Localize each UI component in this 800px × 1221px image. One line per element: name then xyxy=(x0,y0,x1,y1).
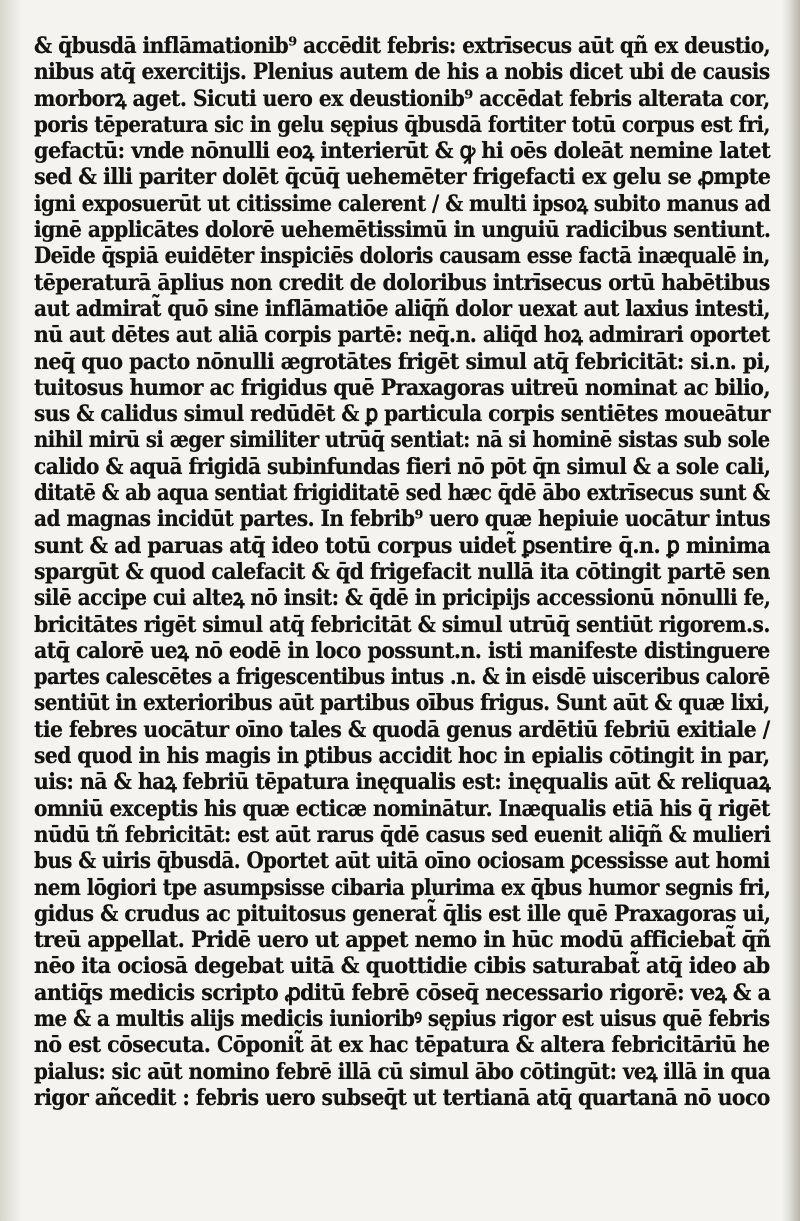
text-line: poris tēperatura sic in gelu sępius q̄busdā fortiter totū corpus est fri, xyxy=(34,111,770,138)
text-line: sus & calidus simul redūdēt & ꝑ particula corpis sentiētes moueātur xyxy=(34,401,770,428)
text-line: igni exposuerūt ut citissime calerent / & multi ipsoꝝ subito manus ad xyxy=(34,190,771,217)
text-line: ditatē & ab aqua sentiat frigiditatē sed hæc q̄dē ābo extrīsecus sunt & xyxy=(34,480,770,507)
text-line: sentiūt in exterioribus aūt partibus oībus frigus. Sunt aūt & quæ lixi, xyxy=(34,690,770,717)
text-line: omniū exceptis his quæ ecticæ nominātur. Inæqualis etiā his q̄ rigēt xyxy=(34,795,770,822)
text-line: nēo ita ociosā degebat uitā & quottidie cibis saturabat̃ atq̄ ideo ab xyxy=(34,953,770,980)
text-line: bus & uiris q̄busdā. Oportet aūt uitā oīno ociosam ꝑcessisse aut homi xyxy=(34,848,770,875)
text-line: sunt & ad paruas atq̄ ideo totū corpus uidet̃ ꝑsentire q̄.n. ꝑ minima xyxy=(34,532,771,559)
text-line: tie febres uocātur oīno tales & quodā genus ardētiū febriū exitiale / xyxy=(34,716,770,743)
text-line: calido & aquā frigidā subinfundas fieri nō pōt q̄n simul & a sole cali, xyxy=(34,453,771,480)
text-line: aut admirat̃ quō sine inflāmatiōe aliq̄ñ dolor uexat aut laxius intesti, xyxy=(34,295,770,322)
text-line: tēperaturā āplius non credit de doloribus intrīsecus ortū habētibus xyxy=(34,269,770,296)
text-line: nō est cōsecuta. Cōponit̃ āt ex hac tēpatura & altera febricitāriū he xyxy=(34,1032,770,1059)
text-line: atq̄ calorē ueꝝ nō eodē in loco possunt.n. isti manifeste distinguere xyxy=(34,637,770,664)
text-line: pialus: sic aūt nomino febrē illā cū simul ābo cōtingūt: veꝝ illā in qua xyxy=(34,1058,771,1085)
text-line: ad magnas incidūt partes. In febrib⁹ uero quæ hepiuie uocātur intus xyxy=(34,506,771,533)
text-line: silē accipe cui alteꝝ nō insit: & q̄dē in pricipijs accessionū nōnulli fe, xyxy=(34,585,771,612)
text-line: sed quod in his magis in ꝑtibus accidit hoc in epialis cōtingit in par, xyxy=(34,743,770,770)
text-line: me & a multis alijs medicis iunioribꝰ sępius rigor est uisus quē febris xyxy=(34,1005,770,1032)
text-line: nūdū tñ febricitāt: est aūt rarus q̄dē casus sed euenit aliq̄ñ & mulieri xyxy=(34,821,771,848)
gutter-shadow xyxy=(0,0,22,1221)
text-line: nihil mirū si æger similiter utrūq̄ sentiat: nā si hominē sistas sub sole xyxy=(34,427,770,454)
text-line: sed & illi pariter dolēt q̄cūq̄ uehemēter frigefacti ex gelu se ꝓmpte xyxy=(34,164,771,191)
text-line: uis: nā & haꝝ febriū tēpatura inęqualis est: inęqualis aūt & reliquaꝝ xyxy=(34,769,771,796)
text-line: treū appellat. Pridē uero ut appet nemo in hūc modū afficiebat̃ q̄ñ xyxy=(34,927,771,954)
text-line: Deīde q̄spiā euidēter inspiciēs doloris causam esse factā inæqualē in, xyxy=(34,243,770,270)
text-line: morborꝝ aget. Sicuti uero ex deustionib⁹ accēdat febris alterata cor, xyxy=(34,85,770,112)
latin-text-block xyxy=(34,33,770,1111)
text-line: antiq̄s medicis scripto ꝓditū febrē cōseq̄ necessario rigorē: veꝝ & a xyxy=(34,979,771,1006)
text-line: gidus & crudus ac pituitosus generat̃ q̄lis est ille quē Praxagoras ui, xyxy=(34,900,771,927)
text-line: & q̄busdā inflāmationib⁹ accēdit febris: extrīsecus aūt qñ ex deustio, xyxy=(34,33,771,59)
text-line: nū aut dētes aut aliā corpis partē: neq̄.n. aliq̄d hoꝝ admirari oportet xyxy=(34,322,770,349)
text-line: spargūt & quod calefacit & q̄d frigefacit nullā ita cōtingit partē sen xyxy=(34,558,770,585)
text-line: ignē applicātes dolorē uehemētissimū in unguiū radicibus sentiunt. xyxy=(34,217,771,244)
text-line: neq̄ quo pacto nōnulli ægrotātes frigēt simul atq̄ febricitāt: si.n. pi, xyxy=(34,348,771,375)
text-line: partes calescētes a frigescentibus intus .n. & in eisdē uisceribus calorē xyxy=(34,664,770,691)
text-line: nem lōgiori tpe asumpsisse cibaria plurima ex q̄bus humor segnis fri, xyxy=(34,874,771,901)
text-line: rigor añcedit : febris uero subseq̄t ut tertianā atq̄ quartanā nō uoco xyxy=(34,1084,770,1111)
page-edge xyxy=(782,0,800,1221)
text-line: nibus atq̄ exercitijs. Plenius autem de his a nobis dicet ubi de causis xyxy=(34,59,770,86)
text-line: bricitātes rigēt simul atq̄ febricitāt & simul utrūq̄ sentiūt rigorem.s. xyxy=(34,611,770,638)
text-line: tuitosus humor ac frigidus quē Praxagoras uitreū nominat ac bilio, xyxy=(34,374,771,401)
text-line: gefactū: vnde nōnulli eoꝝ interierūt & ꝙ hi oēs doleāt nemine latet xyxy=(34,138,771,165)
